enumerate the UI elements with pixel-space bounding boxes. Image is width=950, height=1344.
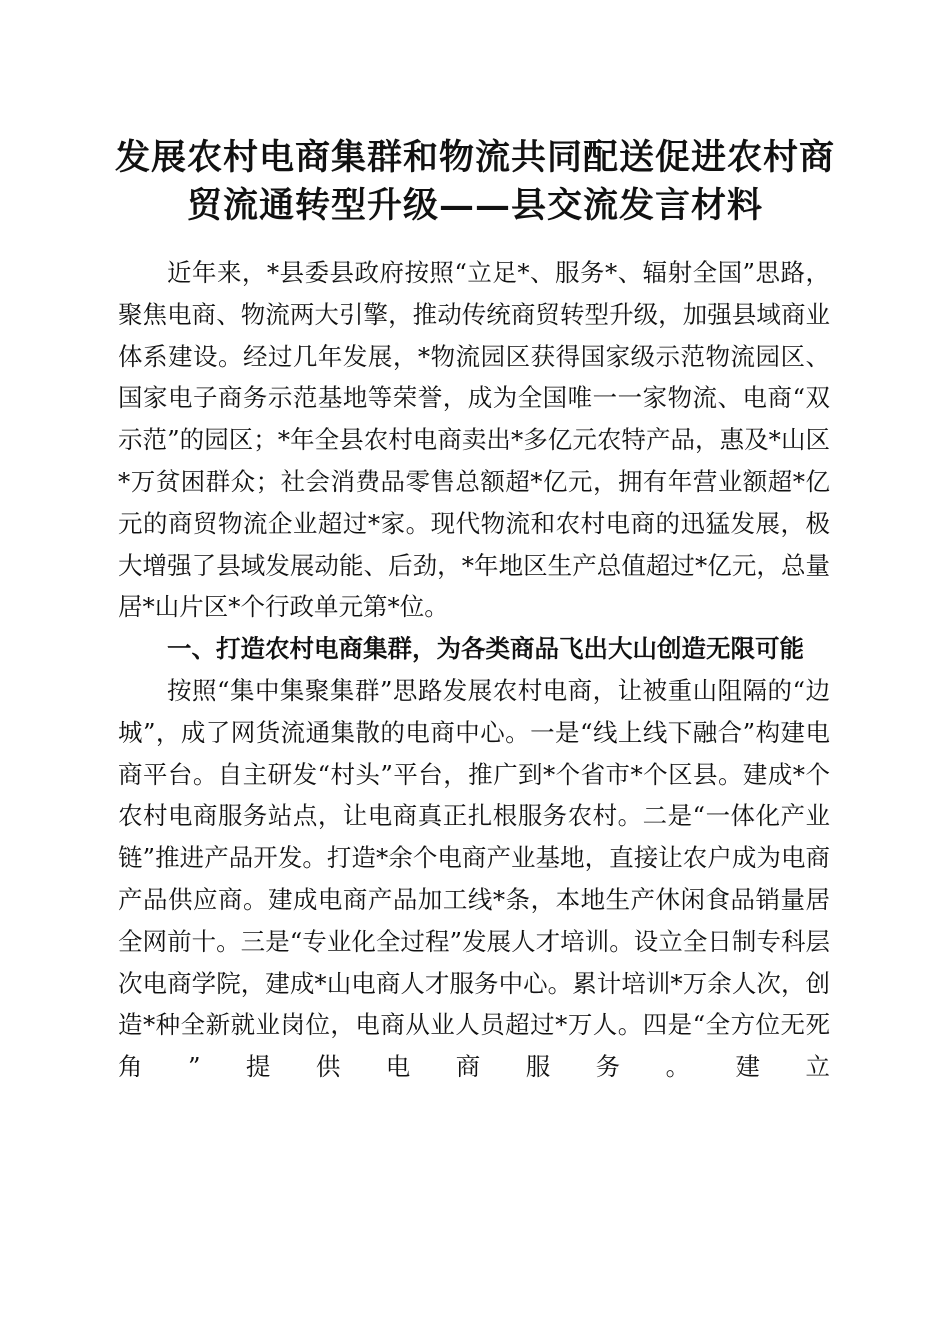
title-line-1: 发展农村电商集群和物流共同配送促进农村商 <box>114 137 835 178</box>
document-title <box>100 134 850 230</box>
title-line-2: 贸流通转型升级——县交流发言材料 <box>186 185 763 226</box>
intro-paragraph: 近年来，*县委县政府按照“立足*、服务*、辐射全国”思路，聚焦电商、物流两大引擎，推动传统商贸转型升级，加强县域商业体系建设。经过几年发展，*物流园区获得国家级示范物流园区、国家电子商务示范基地等荣誉，成为全国唯一一家物流、电商“双示范”的园区；*年全县农村电商卖出*多亿元农特产品，惠及*山区*万贫困群众；社会消费品零售总额超*亿元，拥有年营业额超*亿元的商贸物流企业超过*家。现代物流和农村电商的迅猛发展，极大增强了县域发展动能、后劲，*年地区生产总值超过*亿元，总量居*山片区*个行政单元第*位。 <box>118 258 830 622</box>
section-1-paragraph: 按照“集中集聚集群”思路发展农村电商，让被重山阻隔的“边城”，成了网货流通集散的电商中心。一是“线上线下融合”构建电商平台。自主研发“村头”平台，推广到*个省市*个区县。建成*个农村电商服务站点，让电商真正扎根服务农村。二是“一体化产业链”推进产品开发。打造*余个电商产业基地，直接让农户成为电商产品供应商。建成电商产品加工线*条，本地生产休闲食品销量居全网前十。三是“专业化全过程”发展人才培训。设立全日制专科层次电商学院，建成*山电商人才服务中心。累计培训*万余人次，创造*种全新就业岗位，电商从业人员超过*万人。四是“全方位无死角”提供电商服务。建立 <box>118 675 830 1082</box>
section-1-heading: 一、打造农村电商集群，为各类商品飞出大山创造无限可能 <box>167 634 804 664</box>
document-body <box>118 252 830 1088</box>
